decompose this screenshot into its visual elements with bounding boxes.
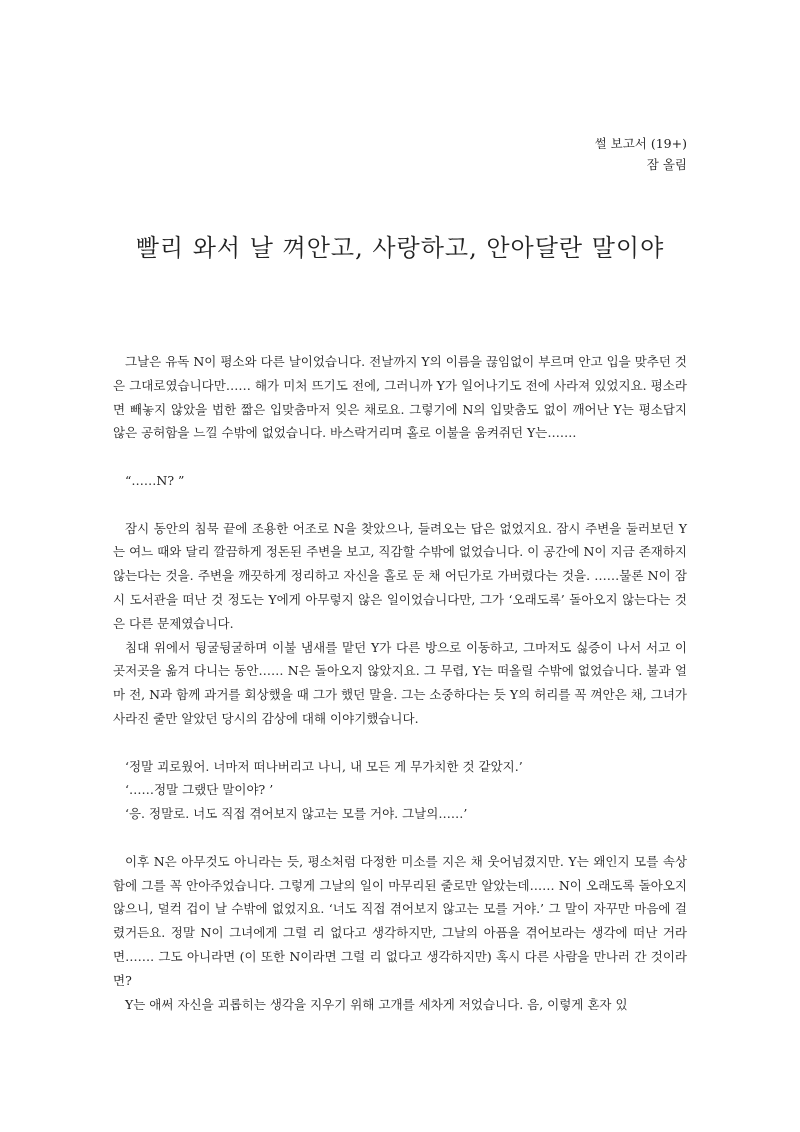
document-body bbox=[113, 350, 687, 1016]
paragraph: 이후 N은 아무것도 아니라는 듯, 평소처럼 다정한 미소를 지은 채 웃어넘겼지만. Y는 왜인지 모를 속상함에 그를 꼭 안아주었습니다. 그렇게 그날의 일이 마무리된 줄로만 알았는데…… N이 오래도록 돌아오지 않으니, 덜컥 겁이 날 수밖에 없었지요. ‘너도 직접 겪어보지 않고는 모를 거야.’ 그 말이 자꾸만 마음에 걸렸거든요. 정말 N이 그녀에게 그럴 리 없다고 생각하지만, 그날의 아픔을 겪어보라는 생각에 떠난 거라면……. 그도 아니라면 (이 또한 N이라면 그럴 리 없다고 생각하지만) 혹시 다른 사람을 만나러 간 것이라면? bbox=[113, 853, 687, 988]
spacer bbox=[113, 493, 687, 517]
dialogue-line: ‘정말 괴로웠어. 너마저 떠나버리고 나니, 내 모든 게 무가치한 것 같았지.’ bbox=[125, 758, 523, 774]
dialogue-line: ‘응. 정말로. 너도 직접 겪어보지 않고는 모를 거야. 그날의……’ bbox=[125, 806, 468, 822]
dialogue-line: “……N? ” bbox=[125, 472, 185, 488]
paragraph: 그날은 유독 N이 평소와 다른 날이었습니다. 전날까지 Y의 이름을 끊임없이 부르며 안고 입을 맞추던 것은 그대로였습니다만…… 해가 미처 뜨기도 전에, 그러니까 Y가 일어나기도 전에 사라져 있었지요. 평소라면 빼놓지 않았을 법한 짧은 입맞춤마저 잊은 채로요. 그렇기에 N의 입맞춤도 없이 깨어난 Y는 평소답지 않은 공허함을 느낄 수밖에 없었습니다. 바스락거리며 홀로 이불을 움켜쥐던 Y는……. bbox=[113, 354, 687, 441]
report-title: 썰 보고서 (19+) bbox=[594, 136, 687, 151]
paragraph: 침대 위에서 뒹굴뒹굴하며 이불 냄새를 맡던 Y가 다른 방으로 이동하고, 그마저도 싫증이 나서 서고 이곳저곳을 옮겨 다니는 동안…… N은 돌아오지 않았지요. 그 무렵, Y는 떠올릴 수밖에 없었습니다. 불과 얼마 전, N과 함께 과거를 회상했을 때 그가 했던 말을. 그는 소중하다는 듯 Y의 허리를 꼭 껴안은 채, 그녀가 사라진 줄만 알았던 당시의 감상에 대해 이야기했습니다. bbox=[113, 639, 687, 726]
paragraph: 잠시 동안의 침묵 끝에 조용한 어조로 N을 찾았으나, 들려오는 답은 없었지요. 잠시 주변을 둘러보던 Y는 여느 때와 달리 깔끔하게 정돈된 주변을 보고, 직감할 수밖에 없었습니다. 이 공간에 N이 지금 존재하지 않는다는 것을. 주변을 깨끗하게 정리하고 자신을 홀로 둔 채 어딘가로 가버렸다는 것을. ……물론 N이 잠시 도서관을 떠난 것 정도는 Y에게 아무렇지 않은 일이었습니다만, 그가 ‘오래도록’ 돌아오지 않는다는 것은 다른 문제였습니다. bbox=[113, 520, 687, 631]
spacer bbox=[113, 445, 687, 469]
spacer bbox=[113, 826, 687, 850]
document-title: 빨리 와서 날 껴안고, 사랑하고, 안아달란 말이야 bbox=[135, 234, 665, 262]
author-line: 잠 올림 bbox=[646, 157, 687, 172]
dialogue-line: ‘……정말 그랬단 말이야? ’ bbox=[125, 782, 274, 798]
document-header bbox=[595, 133, 687, 175]
paragraph: Y는 애써 자신을 괴롭히는 생각을 지우기 위해 고개를 세차게 저었습니다. 음, 이렇게 혼자 있 bbox=[125, 996, 628, 1012]
spacer bbox=[113, 731, 687, 755]
